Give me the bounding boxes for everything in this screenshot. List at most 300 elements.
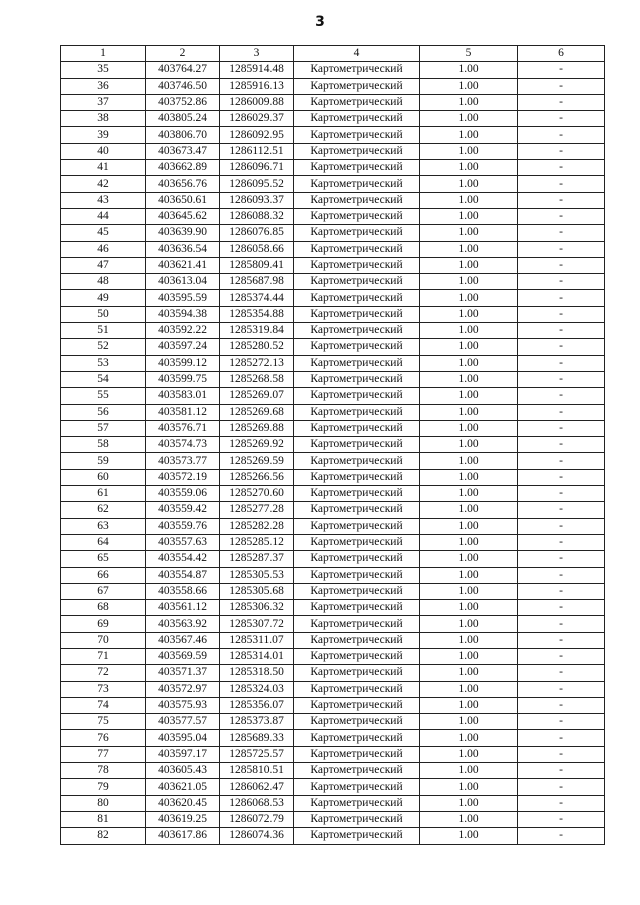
method-cell: Картометрический: [294, 486, 420, 502]
method-cell: Картометрический: [294, 208, 420, 224]
method-cell: Картометрический: [294, 274, 420, 290]
description-cell: -: [518, 62, 605, 78]
accuracy-cell: 1.00: [420, 648, 518, 664]
accuracy-cell: 1.00: [420, 681, 518, 697]
description-cell: -: [518, 371, 605, 387]
method-cell: Картометрический: [294, 306, 420, 322]
x-coordinate-cell: 403639.90: [146, 225, 220, 241]
description-cell: -: [518, 323, 605, 339]
x-coordinate-cell: 403636.54: [146, 241, 220, 257]
point-number-cell: 65: [61, 551, 146, 567]
table-row: [61, 795, 605, 811]
y-coordinate-cell: 1285311.07: [220, 632, 294, 648]
y-coordinate-cell: 1285354.88: [220, 306, 294, 322]
y-coordinate-cell: 1285374.44: [220, 290, 294, 306]
accuracy-cell: 1.00: [420, 486, 518, 502]
y-coordinate-cell: 1285916.13: [220, 78, 294, 94]
y-coordinate-cell: 1285287.37: [220, 551, 294, 567]
accuracy-cell: 1.00: [420, 127, 518, 143]
x-coordinate-cell: 403752.86: [146, 94, 220, 110]
method-cell: Картометрический: [294, 828, 420, 844]
y-coordinate-cell: 1285324.03: [220, 681, 294, 697]
y-coordinate-cell: 1286058.66: [220, 241, 294, 257]
table-row: [61, 763, 605, 779]
accuracy-cell: 1.00: [420, 583, 518, 599]
x-coordinate-cell: 403554.87: [146, 567, 220, 583]
method-cell: Картометрический: [294, 127, 420, 143]
x-coordinate-cell: 403595.04: [146, 730, 220, 746]
x-coordinate-cell: 403621.05: [146, 779, 220, 795]
description-cell: -: [518, 94, 605, 110]
y-coordinate-cell: 1286029.37: [220, 111, 294, 127]
method-cell: Картометрический: [294, 453, 420, 469]
description-cell: -: [518, 648, 605, 664]
accuracy-cell: 1.00: [420, 257, 518, 273]
description-cell: -: [518, 257, 605, 273]
description-cell: -: [518, 404, 605, 420]
point-number-cell: 66: [61, 567, 146, 583]
y-coordinate-cell: 1285914.48: [220, 62, 294, 78]
table-row: [61, 323, 605, 339]
x-coordinate-cell: 403575.93: [146, 697, 220, 713]
table-row: [61, 94, 605, 110]
point-number-cell: 82: [61, 828, 146, 844]
point-number-cell: 43: [61, 192, 146, 208]
accuracy-cell: 1.00: [420, 94, 518, 110]
y-coordinate-cell: 1285280.52: [220, 339, 294, 355]
method-cell: Картометрический: [294, 746, 420, 762]
method-cell: Картометрический: [294, 290, 420, 306]
x-coordinate-cell: 403621.41: [146, 257, 220, 273]
point-number-cell: 76: [61, 730, 146, 746]
table-row: [61, 665, 605, 681]
accuracy-cell: 1.00: [420, 143, 518, 159]
table-row: [61, 681, 605, 697]
table-row: [61, 534, 605, 550]
accuracy-cell: 1.00: [420, 355, 518, 371]
table-row: [61, 111, 605, 127]
description-cell: -: [518, 551, 605, 567]
table-row: [61, 339, 605, 355]
description-cell: -: [518, 420, 605, 436]
y-coordinate-cell: 1286112.51: [220, 143, 294, 159]
method-cell: Картометрический: [294, 567, 420, 583]
y-coordinate-cell: 1286096.71: [220, 160, 294, 176]
table-row: [61, 779, 605, 795]
method-cell: Картометрический: [294, 371, 420, 387]
table-row: [61, 583, 605, 599]
point-number-cell: 48: [61, 274, 146, 290]
accuracy-cell: 1.00: [420, 795, 518, 811]
table-row: [61, 551, 605, 567]
y-coordinate-cell: 1285305.68: [220, 583, 294, 599]
description-cell: -: [518, 143, 605, 159]
description-cell: -: [518, 192, 605, 208]
method-cell: Картометрический: [294, 111, 420, 127]
table-row: [61, 811, 605, 827]
y-coordinate-cell: 1285269.59: [220, 453, 294, 469]
table-row: [61, 648, 605, 664]
point-number-cell: 77: [61, 746, 146, 762]
description-cell: -: [518, 534, 605, 550]
description-cell: -: [518, 290, 605, 306]
point-number-cell: 41: [61, 160, 146, 176]
table-row: [61, 730, 605, 746]
point-number-cell: 57: [61, 420, 146, 436]
point-number-cell: 42: [61, 176, 146, 192]
method-cell: Картометрический: [294, 632, 420, 648]
y-coordinate-cell: 1285725.57: [220, 746, 294, 762]
x-coordinate-cell: 403577.57: [146, 714, 220, 730]
description-cell: -: [518, 730, 605, 746]
description-cell: -: [518, 714, 605, 730]
table-row: [61, 371, 605, 387]
x-coordinate-cell: 403583.01: [146, 388, 220, 404]
point-number-cell: 75: [61, 714, 146, 730]
accuracy-cell: 1.00: [420, 306, 518, 322]
point-number-cell: 68: [61, 600, 146, 616]
x-coordinate-cell: 403746.50: [146, 78, 220, 94]
point-number-cell: 44: [61, 208, 146, 224]
point-number-cell: 46: [61, 241, 146, 257]
accuracy-cell: 1.00: [420, 469, 518, 485]
table-row: [61, 600, 605, 616]
y-coordinate-cell: 1285373.87: [220, 714, 294, 730]
y-coordinate-cell: 1285277.28: [220, 502, 294, 518]
header-row: [61, 46, 605, 62]
point-number-cell: 36: [61, 78, 146, 94]
description-cell: -: [518, 127, 605, 143]
y-coordinate-cell: 1286095.52: [220, 176, 294, 192]
table-row: [61, 143, 605, 159]
x-coordinate-cell: 403592.22: [146, 323, 220, 339]
y-coordinate-cell: 1286088.32: [220, 208, 294, 224]
method-cell: Картометрический: [294, 681, 420, 697]
table-row: [61, 388, 605, 404]
table-row: [61, 127, 605, 143]
accuracy-cell: 1.00: [420, 290, 518, 306]
point-number-cell: 64: [61, 534, 146, 550]
table-row: [61, 486, 605, 502]
y-coordinate-cell: 1285307.72: [220, 616, 294, 632]
x-coordinate-cell: 403599.12: [146, 355, 220, 371]
x-coordinate-cell: 403559.06: [146, 486, 220, 502]
point-number-cell: 74: [61, 697, 146, 713]
point-number-cell: 70: [61, 632, 146, 648]
description-cell: -: [518, 811, 605, 827]
description-cell: -: [518, 225, 605, 241]
x-coordinate-cell: 403595.59: [146, 290, 220, 306]
method-cell: Картометрический: [294, 551, 420, 567]
accuracy-cell: 1.00: [420, 551, 518, 567]
description-cell: -: [518, 779, 605, 795]
point-number-cell: 81: [61, 811, 146, 827]
y-coordinate-cell: 1285305.53: [220, 567, 294, 583]
y-coordinate-cell: 1285356.07: [220, 697, 294, 713]
point-number-cell: 45: [61, 225, 146, 241]
x-coordinate-cell: 403572.19: [146, 469, 220, 485]
point-number-cell: 80: [61, 795, 146, 811]
point-number-cell: 51: [61, 323, 146, 339]
point-number-cell: 73: [61, 681, 146, 697]
x-coordinate-cell: 403764.27: [146, 62, 220, 78]
y-coordinate-cell: 1286093.37: [220, 192, 294, 208]
x-coordinate-cell: 403571.37: [146, 665, 220, 681]
x-coordinate-cell: 403620.45: [146, 795, 220, 811]
table-row: [61, 697, 605, 713]
method-cell: Картометрический: [294, 600, 420, 616]
accuracy-cell: 1.00: [420, 453, 518, 469]
table-row: [61, 502, 605, 518]
description-cell: -: [518, 208, 605, 224]
method-cell: Картометрический: [294, 697, 420, 713]
table-row: [61, 306, 605, 322]
method-cell: Картометрический: [294, 176, 420, 192]
method-cell: Картометрический: [294, 257, 420, 273]
x-coordinate-cell: 403673.47: [146, 143, 220, 159]
method-cell: Картометрический: [294, 616, 420, 632]
x-coordinate-cell: 403569.59: [146, 648, 220, 664]
column-header-6: 6: [518, 46, 605, 62]
x-coordinate-cell: 403613.04: [146, 274, 220, 290]
accuracy-cell: 1.00: [420, 828, 518, 844]
method-cell: Картометрический: [294, 355, 420, 371]
method-cell: Картометрический: [294, 62, 420, 78]
x-coordinate-cell: 403559.42: [146, 502, 220, 518]
x-coordinate-cell: 403574.73: [146, 437, 220, 453]
accuracy-cell: 1.00: [420, 404, 518, 420]
method-cell: Картометрический: [294, 339, 420, 355]
description-cell: -: [518, 437, 605, 453]
method-cell: Картометрический: [294, 665, 420, 681]
accuracy-cell: 1.00: [420, 811, 518, 827]
column-header-3: 3: [220, 46, 294, 62]
accuracy-cell: 1.00: [420, 111, 518, 127]
y-coordinate-cell: 1285272.13: [220, 355, 294, 371]
table-row: [61, 257, 605, 273]
table-row: [61, 616, 605, 632]
description-cell: -: [518, 111, 605, 127]
x-coordinate-cell: 403645.62: [146, 208, 220, 224]
description-cell: -: [518, 355, 605, 371]
table-row: [61, 355, 605, 371]
x-coordinate-cell: 403650.61: [146, 192, 220, 208]
x-coordinate-cell: 403576.71: [146, 420, 220, 436]
accuracy-cell: 1.00: [420, 323, 518, 339]
description-cell: -: [518, 486, 605, 502]
accuracy-cell: 1.00: [420, 697, 518, 713]
point-number-cell: 50: [61, 306, 146, 322]
description-cell: -: [518, 160, 605, 176]
x-coordinate-cell: 403617.86: [146, 828, 220, 844]
method-cell: Картометрический: [294, 811, 420, 827]
method-cell: Картометрический: [294, 583, 420, 599]
method-cell: Картометрический: [294, 714, 420, 730]
x-coordinate-cell: 403559.76: [146, 518, 220, 534]
x-coordinate-cell: 403567.46: [146, 632, 220, 648]
x-coordinate-cell: 403573.77: [146, 453, 220, 469]
table-row: [61, 437, 605, 453]
point-number-cell: 52: [61, 339, 146, 355]
description-cell: -: [518, 681, 605, 697]
point-number-cell: 59: [61, 453, 146, 469]
table-row: [61, 828, 605, 844]
method-cell: Картометрический: [294, 404, 420, 420]
y-coordinate-cell: 1285689.33: [220, 730, 294, 746]
table-row: [61, 714, 605, 730]
method-cell: Картометрический: [294, 534, 420, 550]
point-number-cell: 72: [61, 665, 146, 681]
accuracy-cell: 1.00: [420, 388, 518, 404]
point-number-cell: 69: [61, 616, 146, 632]
point-number-cell: 55: [61, 388, 146, 404]
method-cell: Картометрический: [294, 160, 420, 176]
table-row: [61, 518, 605, 534]
description-cell: -: [518, 274, 605, 290]
point-number-cell: 63: [61, 518, 146, 534]
x-coordinate-cell: 403597.24: [146, 339, 220, 355]
accuracy-cell: 1.00: [420, 746, 518, 762]
accuracy-cell: 1.00: [420, 371, 518, 387]
y-coordinate-cell: 1285268.58: [220, 371, 294, 387]
table-row: [61, 78, 605, 94]
point-number-cell: 38: [61, 111, 146, 127]
y-coordinate-cell: 1286062.47: [220, 779, 294, 795]
y-coordinate-cell: 1285687.98: [220, 274, 294, 290]
x-coordinate-cell: 403605.43: [146, 763, 220, 779]
method-cell: Картометрический: [294, 518, 420, 534]
y-coordinate-cell: 1286009.88: [220, 94, 294, 110]
method-cell: Картометрический: [294, 192, 420, 208]
y-coordinate-cell: 1285809.41: [220, 257, 294, 273]
point-number-cell: 40: [61, 143, 146, 159]
column-header-4: 4: [294, 46, 420, 62]
description-cell: -: [518, 502, 605, 518]
point-number-cell: 60: [61, 469, 146, 485]
point-number-cell: 35: [61, 62, 146, 78]
y-coordinate-cell: 1285269.07: [220, 388, 294, 404]
description-cell: -: [518, 518, 605, 534]
accuracy-cell: 1.00: [420, 437, 518, 453]
column-header-5: 5: [420, 46, 518, 62]
y-coordinate-cell: 1285269.68: [220, 404, 294, 420]
x-coordinate-cell: 403619.25: [146, 811, 220, 827]
table-row: [61, 225, 605, 241]
description-cell: -: [518, 632, 605, 648]
accuracy-cell: 1.00: [420, 339, 518, 355]
method-cell: Картометрический: [294, 763, 420, 779]
point-number-cell: 56: [61, 404, 146, 420]
table-header: [61, 46, 605, 62]
table-row: [61, 746, 605, 762]
method-cell: Картометрический: [294, 648, 420, 664]
description-cell: -: [518, 795, 605, 811]
method-cell: Картометрический: [294, 143, 420, 159]
method-cell: Картометрический: [294, 437, 420, 453]
x-coordinate-cell: 403805.24: [146, 111, 220, 127]
table-row: [61, 176, 605, 192]
table-row: [61, 192, 605, 208]
accuracy-cell: 1.00: [420, 208, 518, 224]
accuracy-cell: 1.00: [420, 616, 518, 632]
method-cell: Картометрический: [294, 730, 420, 746]
y-coordinate-cell: 1285810.51: [220, 763, 294, 779]
point-number-cell: 39: [61, 127, 146, 143]
description-cell: -: [518, 241, 605, 257]
description-cell: -: [518, 567, 605, 583]
x-coordinate-cell: 403662.89: [146, 160, 220, 176]
x-coordinate-cell: 403563.92: [146, 616, 220, 632]
description-cell: -: [518, 306, 605, 322]
y-coordinate-cell: 1285318.50: [220, 665, 294, 681]
description-cell: -: [518, 697, 605, 713]
y-coordinate-cell: 1285306.32: [220, 600, 294, 616]
table-row: [61, 208, 605, 224]
y-coordinate-cell: 1286092.95: [220, 127, 294, 143]
table-row: [61, 62, 605, 78]
table-row: [61, 453, 605, 469]
method-cell: Картометрический: [294, 241, 420, 257]
description-cell: -: [518, 746, 605, 762]
description-cell: -: [518, 176, 605, 192]
x-coordinate-cell: 403557.63: [146, 534, 220, 550]
x-coordinate-cell: 403656.76: [146, 176, 220, 192]
description-cell: -: [518, 616, 605, 632]
point-number-cell: 67: [61, 583, 146, 599]
point-number-cell: 47: [61, 257, 146, 273]
method-cell: Картометрический: [294, 779, 420, 795]
table-row: [61, 632, 605, 648]
accuracy-cell: 1.00: [420, 600, 518, 616]
description-cell: -: [518, 388, 605, 404]
x-coordinate-cell: 403561.12: [146, 600, 220, 616]
table-row: [61, 404, 605, 420]
point-number-cell: 49: [61, 290, 146, 306]
point-number-cell: 78: [61, 763, 146, 779]
y-coordinate-cell: 1285270.60: [220, 486, 294, 502]
method-cell: Картометрический: [294, 469, 420, 485]
x-coordinate-cell: 403558.66: [146, 583, 220, 599]
description-cell: -: [518, 339, 605, 355]
accuracy-cell: 1.00: [420, 192, 518, 208]
y-coordinate-cell: 1285285.12: [220, 534, 294, 550]
y-coordinate-cell: 1286072.79: [220, 811, 294, 827]
accuracy-cell: 1.00: [420, 730, 518, 746]
x-coordinate-cell: 403572.97: [146, 681, 220, 697]
table-row: [61, 160, 605, 176]
accuracy-cell: 1.00: [420, 160, 518, 176]
method-cell: Картометрический: [294, 323, 420, 339]
accuracy-cell: 1.00: [420, 534, 518, 550]
point-number-cell: 54: [61, 371, 146, 387]
method-cell: Картометрический: [294, 388, 420, 404]
y-coordinate-cell: 1285282.28: [220, 518, 294, 534]
accuracy-cell: 1.00: [420, 274, 518, 290]
table-row: [61, 420, 605, 436]
y-coordinate-cell: 1286074.36: [220, 828, 294, 844]
x-coordinate-cell: 403554.42: [146, 551, 220, 567]
table-row: [61, 241, 605, 257]
accuracy-cell: 1.00: [420, 225, 518, 241]
y-coordinate-cell: 1285314.01: [220, 648, 294, 664]
page-number: 3: [315, 14, 325, 30]
accuracy-cell: 1.00: [420, 62, 518, 78]
description-cell: -: [518, 453, 605, 469]
description-cell: -: [518, 665, 605, 681]
accuracy-cell: 1.00: [420, 665, 518, 681]
method-cell: Картометрический: [294, 94, 420, 110]
description-cell: -: [518, 828, 605, 844]
